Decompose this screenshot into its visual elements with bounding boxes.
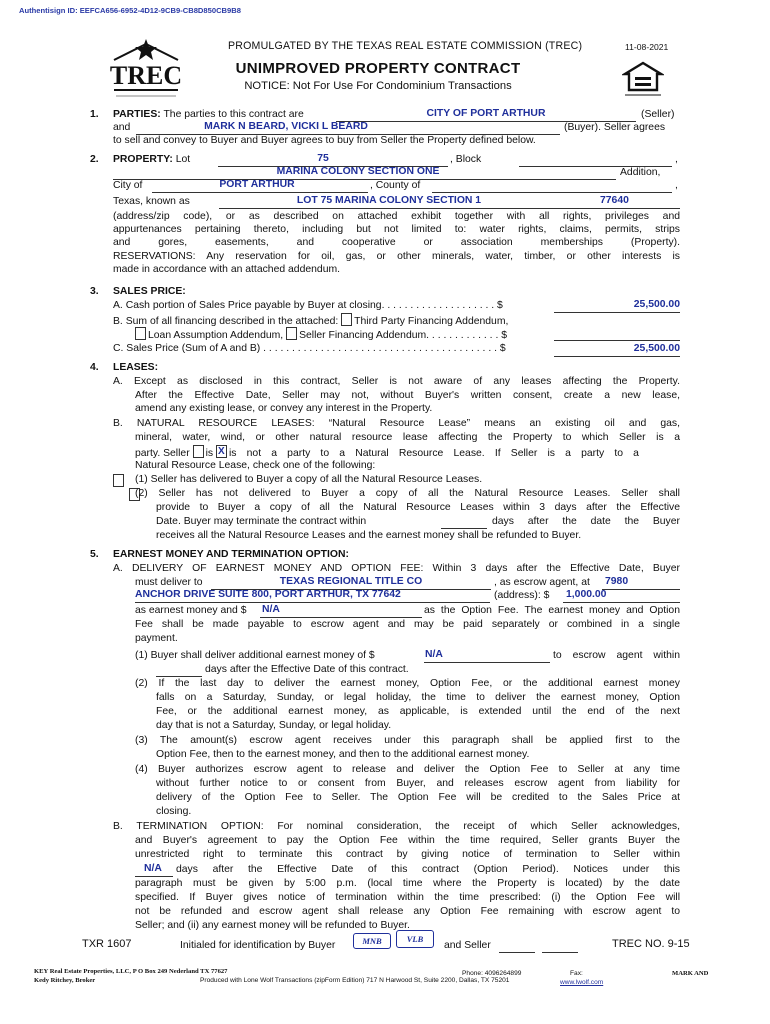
property-heading: PROPERTY: xyxy=(113,154,173,165)
block-comma: , xyxy=(675,154,678,165)
property-line-7: and gores, easements, and cooperative or association memberships (Property). xyxy=(113,237,680,248)
option-fee-field[interactable]: N/A xyxy=(262,604,280,615)
sales-price-b-text: B. Sum of all financing described in the attached: xyxy=(113,316,339,327)
escrow-agent-field[interactable]: TEXAS REGIONAL TITLE CO xyxy=(279,576,423,587)
promulgated-line: PROMULGATED BY THE TEXAS REAL ESTATE COMMISSION (TREC) xyxy=(228,40,583,52)
earnest-p1-c: days after the Effective Date of this contract. xyxy=(205,664,409,675)
loan-assumption-label: Loan Assumption Addendum, xyxy=(148,330,284,341)
leases-option-1-checkbox[interactable] xyxy=(113,474,124,487)
earnest-p2-b: falls on a Saturday, Sunday, or legal holiday, the time to deliver the earnest money, Option xyxy=(156,692,680,703)
known-as-field[interactable]: LOT 75 MARINA COLONY SECTION 1 xyxy=(296,195,482,206)
leases-option-1: (1) Seller has delivered to Buyer a copy of all the Natural Resource Leases. xyxy=(135,474,483,485)
page-title: UNIMPROVED PROPERTY CONTRACT xyxy=(235,60,521,77)
address-1-field[interactable]: 7980 xyxy=(605,576,629,587)
parties-line-3: to sell and convey to Buyer and Buyer agrees to buy from Seller the Property defined below. xyxy=(113,135,536,146)
earnest-p2-d: day that is not a Saturday, Sunday, or legal holiday. xyxy=(156,720,392,731)
earnest-p4-c: delivery of the Option Fee to Seller. The Option Fee will be credited to the Sales Price at xyxy=(156,792,680,803)
leases-b-2: mineral, water, wind, or other natural resource lease affecting the Property to which Seller is a xyxy=(135,432,680,443)
earnest-p2-c: Fee, or the additional earnest money, as applicable, is extended until the end of the next xyxy=(156,706,680,717)
county-label: , County of xyxy=(370,180,421,191)
termination-b-6: specified. If Buyer gives notice of termination within the time prescribed: (i) the Option Fee will xyxy=(135,892,680,903)
known-as-blank xyxy=(219,207,680,209)
and-seller-label: and Seller xyxy=(444,940,491,951)
lwolf-link[interactable]: www.lwolf.com xyxy=(560,979,604,986)
section-1-number: 1. xyxy=(90,109,99,120)
footer-file-name: MARK AND xyxy=(672,970,709,977)
leases-b-1: B. NATURAL RESOURCE LEASES: “Natural Resource Lease” means an existing oil and gas, xyxy=(113,418,680,429)
seller-initials-1-blank[interactable] xyxy=(499,951,535,953)
property-line-8: RESERVATIONS: Any reservation for oil, gas, or other minerals, water, timber, or other interests is xyxy=(113,251,680,262)
seller-financing-checkbox[interactable] xyxy=(286,327,297,340)
leases-a-2: After the Effective Date, Seller may not, without Buyer's written consent, create a new lease, xyxy=(135,390,680,401)
star-icon xyxy=(104,36,188,102)
price-a-field[interactable]: 25,500.00 xyxy=(633,299,680,310)
leases-a-3: amend any existing lease, or convey any interest in the Property. xyxy=(135,403,433,414)
county-blank xyxy=(432,191,672,193)
leases-party-text: party. Seller xyxy=(135,448,190,459)
address-2-blank xyxy=(135,601,490,603)
leases-option-2-d: receives all the Natural Resource Leases and the earnest money shall be refunded to Buyer. xyxy=(156,530,582,541)
trec-number: TREC NO. 9-15 xyxy=(612,938,690,950)
sales-price-heading: SALES PRICE: xyxy=(113,286,186,297)
price-c-field[interactable]: 25,500.00 xyxy=(633,343,680,354)
property-line-9: made in accordance with an attached addendum. xyxy=(113,264,341,275)
city-blank xyxy=(152,191,368,193)
price-a-blank xyxy=(554,311,680,313)
sales-price-c: C. Sales Price (Sum of A and B) . . . . . . . . . . . . . . . . . . . . . . . . . . . . . . . . . . . . . . . . . $ xyxy=(113,343,506,354)
known-as-label: Texas, known as xyxy=(113,196,190,207)
earnest-a-3-b: (address): $ xyxy=(494,590,550,601)
block-label: , Block xyxy=(450,154,482,165)
footer-phone: Phone: 4096264899 xyxy=(462,970,522,977)
lot-label: Lot xyxy=(175,154,191,165)
seller-financing-label: Seller Financing Addendum. . . . . . . . . . . . . $ xyxy=(299,330,507,341)
leases-a-1: A. Except as disclosed in this contract, Seller is not aware of any leases affecting the Property. xyxy=(113,376,680,387)
termination-b-2: and Buyer's agreement to pay the Option Fee within the time required, Seller grants Buyer the xyxy=(135,835,680,846)
city-field[interactable]: PORT ARTHUR xyxy=(219,179,295,190)
trec-logo xyxy=(104,36,188,102)
earnest-a-4-a: as earnest money and $ xyxy=(135,605,247,616)
parties-and: and xyxy=(113,122,131,133)
addition-label: Addition, xyxy=(620,167,661,178)
earnest-heading: EARNEST MONEY AND TERMINATION OPTION: xyxy=(113,549,349,560)
broker-line-1: KEY Real Estate Properties, LLC, P O Box 249 Nederland TX 77627 xyxy=(34,968,228,975)
additional-earnest-field[interactable]: N/A xyxy=(425,649,443,660)
initialed-label: Initialed for identification by Buyer xyxy=(180,940,336,951)
address-2-field[interactable]: ANCHOR DRIVE SUITE 800, PORT ARTHUR, TX 77642 xyxy=(135,589,401,600)
leases-option-2-c: Date. Buyer may terminate the contract within xyxy=(156,516,367,527)
equal-housing-icon xyxy=(622,60,664,100)
parties-heading: PARTIES: xyxy=(113,109,161,120)
earnest-p4-d: closing. xyxy=(156,806,192,817)
seller-label: (Seller) xyxy=(641,109,675,120)
earnest-a-2-label: must deliver to xyxy=(135,577,203,588)
loan-assumption-checkbox[interactable] xyxy=(135,327,146,340)
parties-text: The parties to this contract are xyxy=(163,109,304,120)
earnest-p2-a: (2) If the last day to deliver the earnest money, Option Fee, or the additional earnest money xyxy=(135,678,680,689)
earnest-a-2-b: , as escrow agent, at xyxy=(494,577,590,588)
earnest-p3-b: Option Fee, then to the earnest money, and then to the additional earnest money. xyxy=(156,749,530,760)
addition-field[interactable]: MARINA COLONY SECTION ONE xyxy=(276,166,440,177)
buyer-label: (Buyer). Seller agrees xyxy=(564,122,666,133)
sales-price-b-2 xyxy=(135,327,507,342)
price-c-blank xyxy=(554,355,680,357)
sales-price-a: A. Cash portion of Sales Price payable by Buyer at closing. . . . . . . . . . . . . . . . . . . . $ xyxy=(113,300,503,311)
third-party-financing-checkbox[interactable] xyxy=(341,313,352,326)
leases-heading: LEASES: xyxy=(113,362,159,373)
earnest-a-6: payment. xyxy=(135,633,178,644)
logo-text: TREC xyxy=(109,61,183,90)
sales-price-b xyxy=(113,313,508,328)
third-party-financing-label: Third Party Financing Addendum, xyxy=(354,316,509,327)
price-b-blank xyxy=(554,339,680,341)
buyer-name-field[interactable]: MARK N BEARD, VICKI L BEARD xyxy=(204,121,368,132)
section-4-number: 4. xyxy=(90,362,99,373)
zip-field[interactable]: 77640 xyxy=(600,195,629,206)
buyer-initials-2[interactable]: VLB xyxy=(396,930,434,948)
county-comma: , xyxy=(675,180,678,191)
is-not-label: is not a party to a Natural Resource Lease. If Seller is a party to a xyxy=(228,448,639,459)
section-2-number: 2. xyxy=(90,154,99,165)
notice-line: NOTICE: Not For Use For Condominium Transactions xyxy=(244,80,512,92)
earnest-amount-blank xyxy=(563,601,680,603)
termination-b-5: paragraph must be given by 5:00 p.m. (local time where the Property is located) by the date xyxy=(135,878,680,889)
broker-info xyxy=(34,967,227,985)
earnest-p4-a: (4) Buyer authorizes escrow agent to release and deliver the Option Fee to Seller at any time xyxy=(135,764,680,775)
termination-b-3: unrestricted right to terminate this contract by giving notice of termination to Seller within xyxy=(135,849,680,860)
earnest-p3-a: (3) The amount(s) escrow agent receives under this paragraph shall be applied first to the xyxy=(135,735,680,746)
termination-b-4: days after the Effective Date of this contract (Option Period). Notices under this xyxy=(176,864,680,875)
city-label: City of xyxy=(113,180,143,191)
property-line-5: (address/zip code), or as described on attached exhibit together with all rights, privileges and xyxy=(113,211,680,222)
footer-fax: Fax: xyxy=(570,970,583,977)
seller-is-not-party-checkbox[interactable] xyxy=(216,445,227,458)
form-number: TXR 1607 xyxy=(82,938,132,950)
authentisign-id: Authentisign ID: EEFCA656-6952-4D12-9CB9-CB8D850CB9B8 xyxy=(19,6,241,15)
termination-b-1: B. TERMINATION OPTION: For nominal consideration, the receipt of which Seller acknowledges, xyxy=(113,821,680,832)
buyer-initials-1[interactable]: MNB xyxy=(353,933,391,949)
leases-b-4: Natural Resource Lease, check one of the following: xyxy=(135,460,376,471)
earnest-p1-a: (1) Buyer shall deliver additional earnest money of $ xyxy=(135,650,375,661)
lot-field[interactable]: 75 xyxy=(317,153,329,164)
seller-initials-2-blank[interactable] xyxy=(542,951,578,953)
section-5-number: 5. xyxy=(90,549,99,560)
produced-with: Produced with Lone Wolf Transactions (zipForm Edition) 717 N Harwood St, Suite 2200, Dallas, TX 75201 xyxy=(200,977,510,984)
leases-option-2-c2: days after the date the Buyer xyxy=(492,516,680,527)
earnest-a-5: Fee shall be made payable to escrow agent and may be paid separately or combined in a single xyxy=(135,619,680,630)
property-line-6: appurtenances pertaining thereto, including but not limited to: water rights, claims, permits, strips xyxy=(113,224,680,235)
termination-b-7: not be refunded and escrow agent shall release any Option Fee remaining with escrow agent to xyxy=(135,906,680,917)
address-1-blank xyxy=(602,588,680,590)
leases-option-2-a: (2) Seller has not delivered to Buyer a copy of all the Natural Resource Leases. Seller shall xyxy=(135,488,680,499)
additional-earnest-blank xyxy=(424,661,550,663)
option-days-field[interactable]: N/A xyxy=(144,863,162,874)
earnest-p4-b: without further notice to or consent from Buyer, and releases escrow agent from liability for xyxy=(156,778,680,789)
earnest-a-1: A. DELIVERY OF EARNEST MONEY AND OPTION FEE: Within 3 days after the Effective Date, Buyer xyxy=(113,563,680,574)
earnest-amount-field[interactable]: 1,000.00 xyxy=(566,589,607,600)
is-label: is xyxy=(205,448,214,459)
earnest-a-4-b: as the Option Fee. The earnest money and Option xyxy=(424,605,680,616)
leases-b-3 xyxy=(135,445,639,460)
leases-option-2-b: provide to Buyer a copy of all the Natural Resource Leases within 3 days after the Effective xyxy=(156,502,680,513)
seller-is-party-checkbox[interactable] xyxy=(193,445,204,458)
section-3-number: 3. xyxy=(90,286,99,297)
broker-line-2: Kedy Ritchey, Broker xyxy=(34,977,96,984)
earnest-p1-b: to escrow agent within xyxy=(553,650,680,661)
form-date: 11-08-2021 xyxy=(625,42,669,52)
termination-b-8: Seller; and (ii) any earnest money will be refunded to Buyer. xyxy=(135,920,410,931)
seller-name-field[interactable]: CITY OF PORT ARTHUR xyxy=(426,108,546,119)
